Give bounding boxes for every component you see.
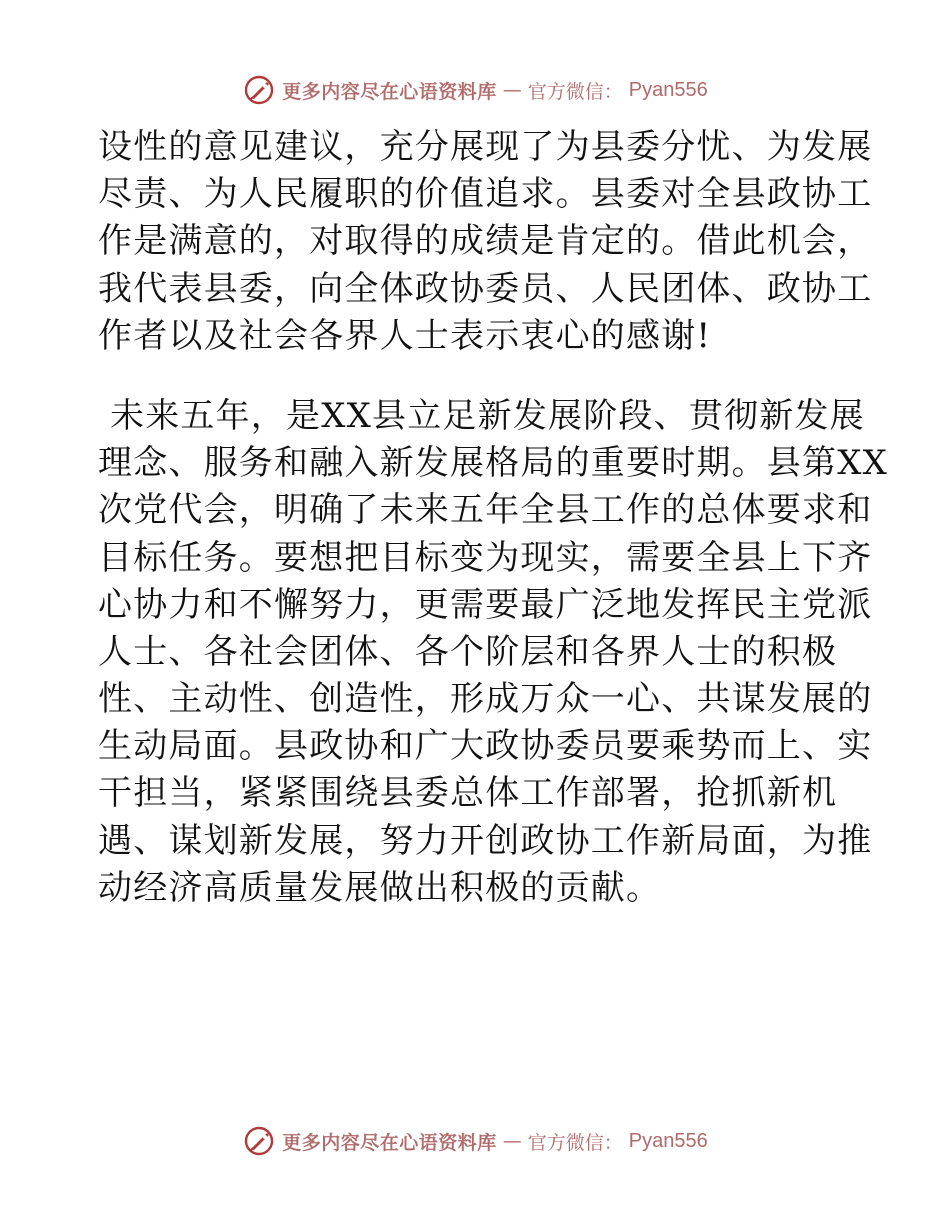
watermark-separator: — [502, 1130, 522, 1152]
watermark-wechat-id: Pyan556 [628, 78, 708, 101]
paragraph-1 [98, 124, 873, 360]
text-line: 作者以及社会各界人士表示衷心的感谢! [98, 315, 712, 356]
document-body [98, 124, 889, 912]
text-line: 我代表县委，向全体政协委员、人民团体、政协工 [98, 268, 873, 309]
paragraph-2 [98, 393, 889, 912]
watermark-separator: — [502, 79, 522, 101]
footer-watermark [0, 1121, 950, 1161]
text-line: 人士、各社会团体、各个阶层和各界人士的积极 [98, 631, 838, 672]
text-line: 设性的意见建议，充分展现了为县委分忧、为发展 [98, 127, 873, 167]
watermark-wechat-label: 官方微信： [527, 80, 623, 103]
watermark-brand-text: 更多内容尽在心语资料库 [282, 80, 497, 103]
text-line: 未来五年，是XX县立足新发展阶段、贯彻新发展 [98, 395, 865, 436]
text-line: 生动局面。县政协和广大政协委员要乘势而上、实 [98, 726, 873, 767]
watermark-wechat-id: Pyan556 [628, 1129, 708, 1152]
header-watermark [0, 70, 950, 110]
text-line: 次党代会，明确了未来五年全县工作的总体要求和 [98, 490, 873, 531]
quill-pen-circle-icon [242, 1124, 276, 1158]
watermark-wechat-label: 官方微信： [527, 1131, 623, 1154]
text-line: 理念、服务和融入新发展格局的重要时期。县第XX [98, 443, 889, 484]
text-line: 遇、谋划新发展，努力开创政协工作新局面，为推 [98, 820, 873, 861]
text-line: 干担当，紧紧围绕县委总体工作部署，抢抓新机 [98, 773, 838, 814]
quill-pen-circle-icon [242, 73, 276, 107]
text-line: 目标任务。要想把目标变为现实，需要全县上下齐 [98, 537, 873, 578]
text-line: 心协力和不懈努力，更需要最广泛地发挥民主党派 [98, 584, 873, 625]
text-line: 作是满意的，对取得的成绩是肯定的。借此机会， [98, 221, 873, 262]
text-line: 动经济高质量发展做出积极的贡献。 [98, 867, 662, 908]
watermark-brand-text: 更多内容尽在心语资料库 [282, 1131, 497, 1154]
text-line: 尽责、为人民履职的价值追求。县委对全县政协工 [98, 174, 873, 215]
text-line: 性、主动性、创造性，形成万众一心、共谋发展的 [98, 679, 873, 720]
